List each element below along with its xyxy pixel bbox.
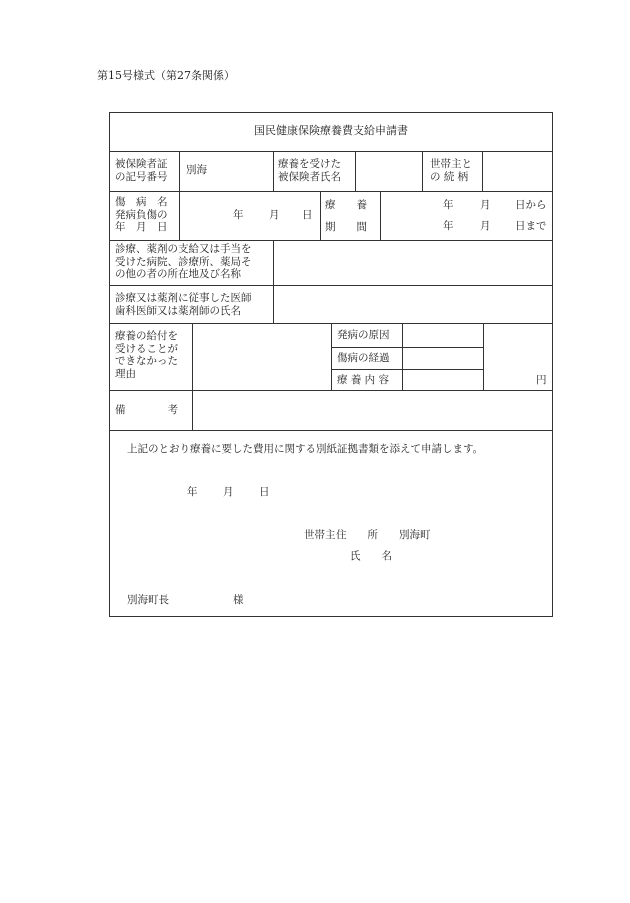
illness-day-label: 日	[302, 209, 313, 221]
name-label: 氏 名	[350, 550, 392, 562]
divider-line	[380, 191, 381, 240]
divider-line	[192, 323, 193, 430]
divider-line	[110, 191, 552, 192]
facility-field[interactable]	[275, 242, 550, 283]
insured-id-field[interactable]: 別海	[186, 164, 207, 176]
divider-line	[331, 323, 332, 390]
application-form	[109, 112, 553, 617]
to-year-label: 年	[443, 220, 454, 232]
cause-field[interactable]	[404, 325, 481, 345]
facility-label: 診療、薬剤の支給又は手当を 受けた病院、診療所、薬局そ の他の者の所在地及び名称	[115, 243, 252, 280]
divider-line	[320, 191, 321, 240]
to-day-label: 日まで	[515, 220, 547, 232]
physician-label: 診療又は薬剤に従事した医師 歯科医師又は薬剤師の氏名	[115, 292, 252, 317]
relationship-field[interactable]	[484, 153, 550, 189]
divider-line	[110, 285, 552, 286]
divider-line	[110, 240, 552, 241]
divider-line	[483, 323, 484, 390]
divider-line	[422, 151, 423, 191]
patient-name-field[interactable]	[357, 153, 420, 189]
divider-line	[179, 151, 180, 191]
declaration-text: 上記のとおり療養に要した費用に関する別紙証拠書類を添えて申請します。	[127, 443, 484, 455]
illness-month-label: 月	[269, 209, 280, 221]
divider-line	[110, 390, 552, 391]
illness-date-field[interactable]	[181, 193, 318, 238]
applicant-head-label: 世帯主	[304, 529, 336, 541]
remarks-field[interactable]	[194, 392, 550, 428]
cause-label: 発病の原因	[337, 329, 390, 341]
reason-label: 療養の給付を 受けることが できなかった 理由	[115, 330, 178, 380]
divider-line	[402, 323, 403, 390]
period-label: 療 養 期 間	[325, 199, 367, 233]
apply-month-label: 月	[223, 486, 234, 498]
divider-line	[331, 369, 483, 370]
from-month-label: 月	[480, 199, 491, 211]
physician-field[interactable]	[275, 287, 550, 321]
recipient-label: 別海町長	[127, 594, 169, 606]
divider-line	[179, 191, 180, 240]
divider-line	[355, 151, 356, 191]
patient-name-label: 療養を受けた 被保険者氏名	[278, 158, 341, 183]
illness-year-label: 年	[233, 209, 244, 221]
content-label: 療 養 内 容	[337, 374, 390, 386]
progress-label: 傷病の経過	[337, 352, 390, 364]
from-day-label: 日から	[515, 199, 547, 211]
progress-field[interactable]	[404, 349, 481, 367]
divider-line	[273, 240, 274, 323]
illness-label: 傷 病 名 発病負傷の 年 月 日	[115, 196, 168, 233]
apply-year-label: 年	[187, 486, 198, 498]
divider-line	[482, 151, 483, 191]
from-year-label: 年	[443, 199, 454, 211]
reason-field[interactable]	[194, 325, 329, 388]
divider-line	[110, 430, 552, 431]
form-title: 国民健康保険療養費支給申請書	[254, 124, 408, 137]
content-field[interactable]	[404, 371, 481, 388]
relationship-label: 世帯主と の 続 柄	[430, 158, 472, 183]
divider-line	[331, 347, 483, 348]
form-number-heading: 第15号様式（第27条関係）	[97, 69, 235, 82]
apply-day-label: 日	[259, 486, 270, 498]
name-field[interactable]	[399, 545, 539, 563]
divider-line	[110, 151, 552, 152]
address-field[interactable]: 別海町	[399, 529, 431, 541]
yen-label: 円	[536, 374, 547, 386]
honorific-label: 様	[233, 594, 244, 606]
insured-id-label: 被保険者証 の記号番号	[115, 158, 168, 183]
address-label: 住 所	[336, 529, 378, 541]
divider-line	[273, 151, 274, 191]
to-month-label: 月	[480, 220, 491, 232]
remarks-label: 備 考	[115, 404, 178, 416]
